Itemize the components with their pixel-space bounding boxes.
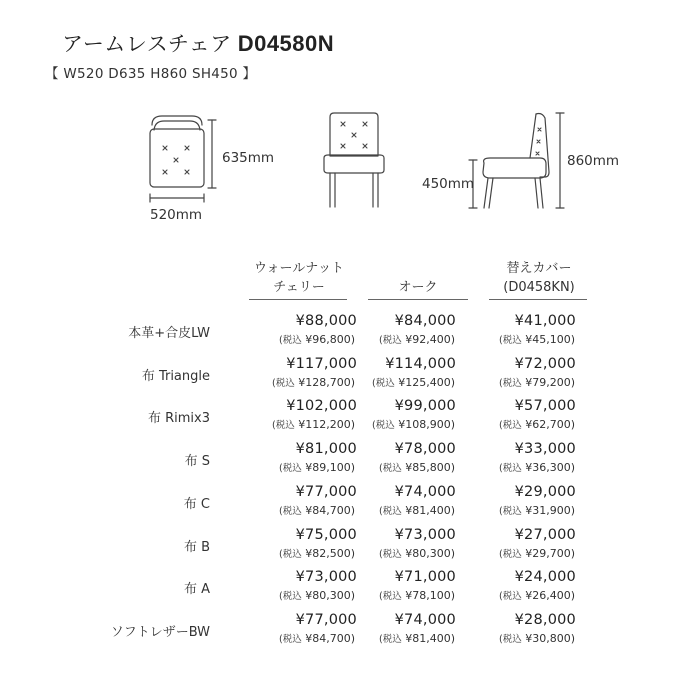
- tax-value: ¥96,800): [305, 333, 355, 346]
- product-model: D04580N: [237, 31, 335, 56]
- price-value: ¥33,000: [514, 441, 576, 458]
- price-value: ¥88,000: [295, 313, 357, 329]
- tax-prefix: (税込: [272, 420, 295, 432]
- column-header-oak: [368, 259, 468, 297]
- price-value: ¥27,000: [514, 526, 576, 543]
- price-value: ¥117,000: [286, 355, 357, 372]
- tax-prefix: (税込: [372, 420, 395, 432]
- tax-prefix: (税込: [499, 633, 522, 645]
- price-value: ¥41,000: [514, 313, 576, 329]
- price-value: ¥74,000: [394, 611, 456, 628]
- price-value: ¥99,000: [394, 398, 456, 415]
- tax-inclusive-price: [455, 631, 575, 645]
- tax-prefix: (税込: [279, 633, 302, 645]
- column-rule: [368, 299, 468, 300]
- tax-prefix: (税込: [379, 335, 402, 346]
- row-label: ソフトレザーBW: [110, 624, 210, 640]
- column-header-line2: (D0458KN): [503, 280, 575, 295]
- column-header-line1: ウォールナット: [254, 261, 344, 276]
- tax-value: ¥85,800): [405, 461, 455, 475]
- tax-value: ¥78,100): [405, 589, 455, 603]
- tax-inclusive-price: [455, 503, 575, 517]
- tax-value: ¥81,400): [405, 631, 455, 645]
- tax-value: ¥125,400): [398, 375, 455, 389]
- column-header-line2: チェリー: [273, 280, 325, 295]
- seat-height-label: 450mm: [422, 176, 475, 192]
- tax-value: ¥36,300): [525, 461, 575, 475]
- tax-value: ¥128,700): [298, 375, 355, 389]
- tax-value: ¥84,700): [305, 631, 355, 645]
- tax-prefix: (税込: [499, 463, 522, 475]
- column-header-replacement-cover: [489, 259, 589, 297]
- tax-inclusive-price: [335, 631, 455, 645]
- price-value: ¥28,000: [514, 611, 576, 628]
- tax-inclusive-price: [455, 332, 575, 346]
- tax-prefix: (税込: [379, 548, 402, 560]
- tax-value: ¥80,300): [305, 589, 355, 603]
- chair-side-view: [483, 114, 549, 209]
- chair-drawings: [0, 0, 700, 240]
- price-value: ¥77,000: [295, 611, 357, 628]
- tax-inclusive-price: [455, 417, 575, 431]
- tax-prefix: (税込: [499, 505, 522, 517]
- tax-inclusive-price: [335, 332, 455, 346]
- dimensions-line: 【 W520 D635 H860 SH450 】: [45, 66, 257, 82]
- tax-inclusive-price: [455, 588, 575, 602]
- tax-inclusive-price: [335, 546, 455, 560]
- price-value: ¥75,000: [295, 526, 357, 543]
- tax-prefix: (税込: [279, 505, 302, 517]
- tax-inclusive-price: [455, 546, 575, 560]
- tax-prefix: (税込: [272, 377, 295, 389]
- height-label: 860mm: [567, 153, 620, 169]
- row-label: 布 B: [183, 539, 210, 555]
- row-label: 本革+合皮LW: [128, 326, 210, 341]
- tax-inclusive-price: [335, 588, 455, 602]
- tax-prefix: (税込: [379, 463, 402, 475]
- tax-prefix: (税込: [499, 335, 522, 346]
- price-value: ¥57,000: [514, 398, 576, 415]
- tax-inclusive-price: [335, 460, 455, 474]
- tax-prefix: (税込: [499, 591, 522, 603]
- price-value: ¥71,000: [394, 569, 456, 586]
- tax-prefix: (税込: [279, 548, 302, 560]
- depth-label: 635mm: [222, 150, 275, 166]
- row-label: 布 Triangle: [141, 368, 210, 384]
- row-label: 布 C: [183, 496, 210, 512]
- tax-value: ¥29,700): [525, 546, 575, 560]
- tax-inclusive-price: [335, 503, 455, 517]
- row-label: 布 A: [183, 582, 210, 598]
- height-dimension-line: [556, 113, 564, 208]
- tax-value: ¥81,400): [405, 503, 455, 517]
- tuft-marks-top: [163, 146, 189, 174]
- tax-inclusive-price: [455, 460, 575, 474]
- tax-value: ¥84,700): [305, 503, 355, 517]
- tax-value: ¥82,500): [305, 546, 355, 560]
- tax-value: ¥80,300): [405, 546, 455, 560]
- price-value: ¥81,000: [295, 441, 357, 458]
- tax-prefix: (税込: [499, 548, 522, 560]
- chair-top-view: [150, 116, 204, 187]
- column-header-walnut-cherry: [249, 259, 349, 297]
- tax-prefix: (税込: [279, 335, 302, 346]
- depth-dimension-line: [208, 120, 216, 188]
- tax-prefix: (税込: [379, 591, 402, 603]
- width-label: 520mm: [150, 207, 203, 223]
- column-header-line2: オーク: [398, 280, 438, 295]
- tax-inclusive-price: [335, 375, 455, 389]
- price-value: ¥74,000: [394, 483, 456, 500]
- tax-value: ¥92,400): [405, 333, 455, 346]
- width-dimension-line: [150, 194, 204, 202]
- tax-prefix: (税込: [379, 505, 402, 517]
- price-value: ¥102,000: [286, 398, 357, 415]
- tax-value: ¥31,900): [525, 503, 575, 517]
- price-value: ¥77,000: [295, 483, 357, 500]
- tax-prefix: (税込: [499, 420, 522, 432]
- product-name: アームレスチェア: [62, 32, 232, 56]
- price-value: ¥73,000: [394, 526, 456, 543]
- tax-prefix: (税込: [279, 463, 302, 475]
- tax-prefix: (税込: [279, 591, 302, 603]
- price-value: ¥73,000: [295, 569, 357, 586]
- column-header-line1: 替えカバー: [506, 261, 572, 276]
- tax-value: ¥30,800): [525, 631, 575, 645]
- column-header-line1: [368, 259, 468, 278]
- tax-value: ¥79,200): [525, 375, 575, 389]
- tax-inclusive-price: [335, 417, 455, 431]
- tuft-marks-side: [536, 128, 541, 155]
- tuft-marks-front: [341, 122, 367, 148]
- row-label: 布 S: [184, 454, 210, 470]
- column-rule: [249, 299, 347, 300]
- tax-value: ¥108,900): [398, 418, 455, 432]
- tax-prefix: (税込: [372, 377, 395, 389]
- row-label: 布 Rimix3: [147, 411, 210, 427]
- price-value: ¥114,000: [385, 355, 456, 372]
- tax-value: ¥45,100): [525, 333, 575, 346]
- price-value: ¥29,000: [514, 483, 576, 500]
- price-value: ¥78,000: [394, 441, 456, 458]
- tax-value: ¥89,100): [305, 461, 355, 475]
- chair-front-view: [324, 113, 384, 207]
- price-value: ¥84,000: [394, 313, 456, 329]
- tax-value: ¥26,400): [525, 589, 575, 603]
- price-value: ¥72,000: [514, 355, 576, 372]
- tax-inclusive-price: [455, 375, 575, 389]
- tax-prefix: (税込: [379, 633, 402, 645]
- tax-value: ¥112,200): [298, 418, 355, 432]
- tax-value: ¥62,700): [525, 418, 575, 432]
- tax-prefix: (税込: [499, 377, 522, 389]
- price-value: ¥24,000: [514, 569, 576, 586]
- column-rule: [489, 299, 587, 300]
